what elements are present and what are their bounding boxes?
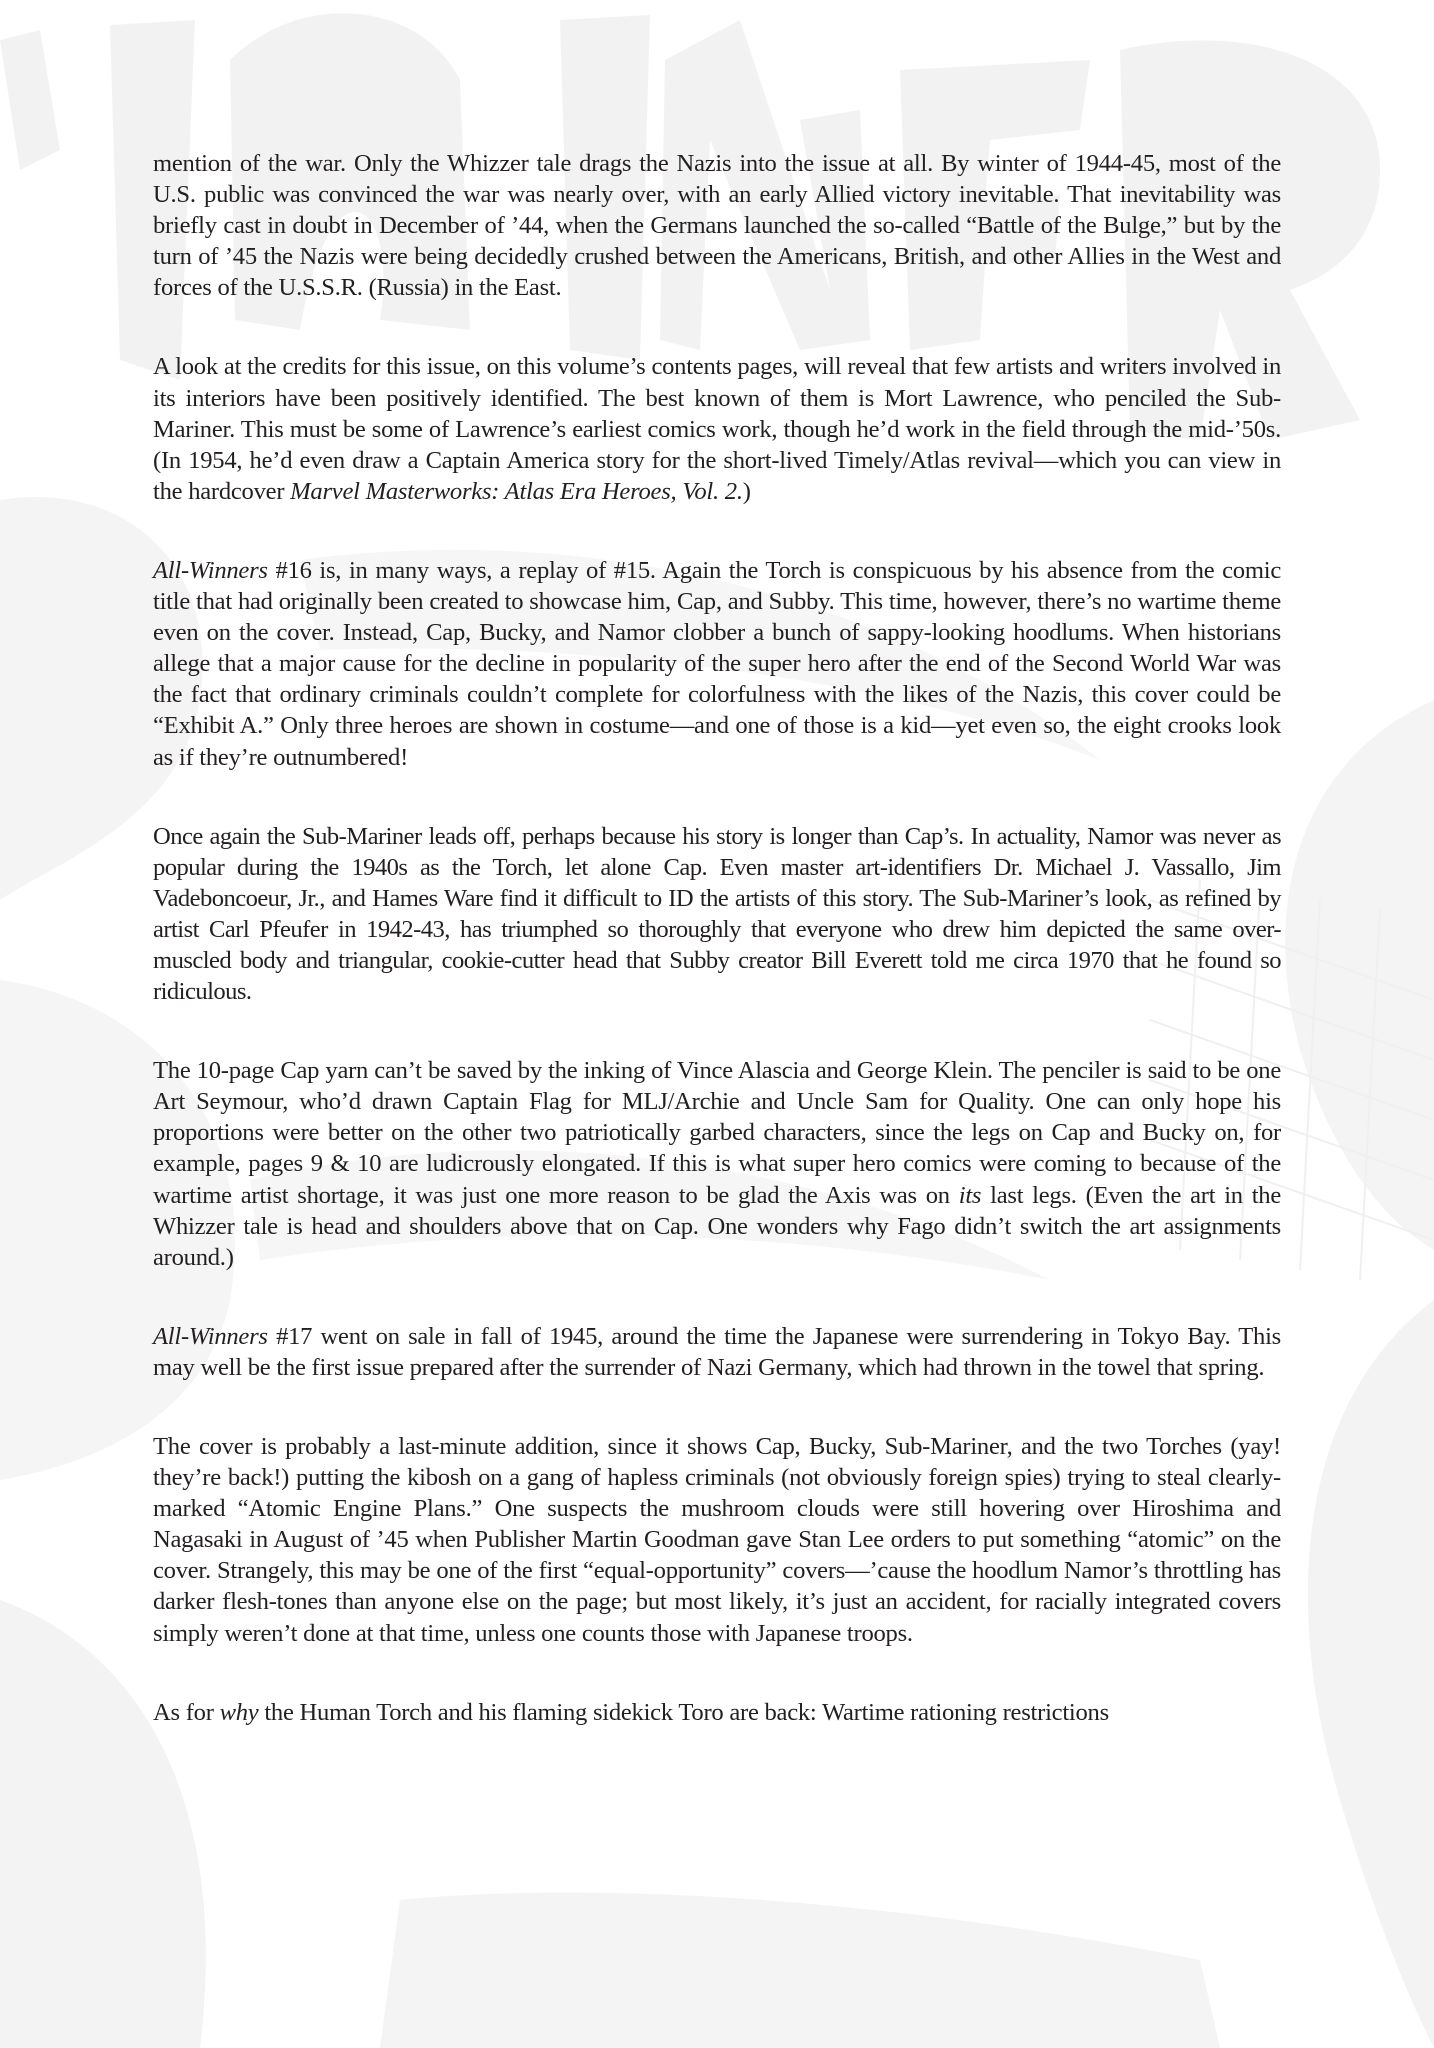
paragraph — [153, 351, 1281, 506]
paragraph-text: last legs. (Even the art in the Whizzer tale is head and shoulders above that on Cap. One wonders why Fago didn’t switch the art assignments around.) — [153, 1181, 1281, 1271]
paragraph-text: The 10-page Cap yarn can’t be saved by the inking of Vince Alascia and George Klein. The penciler is said to be one Art Seymour, who’d drawn Captain Flag for MLJ/Archie and Uncle Sam for Quality. One can only hope his proportions were better on the other two patriotically garbed characters, since the legs on Cap and Bucky on, for example, pages 9 & 10 are ludicrously elongated. If this is what super hero comics were coming to because of the wartime artist shortage, it was just one more reason to be glad the Axis was on — [153, 1057, 1281, 1209]
paragraph — [153, 1055, 1281, 1273]
paragraph — [153, 1431, 1281, 1649]
paragraph-text: #16 is, in many ways, a replay of #15. Again the Torch is conspicuous by his absence from the comic title that had originally been created to showcase him, Cap, and Subby. This time, however, there’s no wartime theme even on the cover. Instead, Cap, Bucky, and Namor clobber a bunch of sappy-looking hoodlums. When historians allege that a major cause for the decline in popularity of the super hero after the end of the Second World War was the fact that ordinary criminals couldn’t complete for colorfulness with the likes of the Nazis, this cover could be “Exhibit A.” Only three heroes are shown in costume—and one of those is a kid—yet even so, the eight crooks look as if they’re outnumbered! — [153, 556, 1281, 771]
paragraph-text: #17 went on sale in fall of 1945, around the time the Japanese were surrendering in Tokyo Bay. This may well be the first issue prepared after the surrender of Nazi Germany, which had thrown in the towel that spring. — [153, 1322, 1281, 1381]
paragraph-text: mention of the war. Only the Whizzer tale drags the Nazis into the issue at all. By winter of 1944-45, most of the U.S. public was convinced the war was nearly over, with an early Allied victory inevitable. That inevitability was briefly cast in doubt in December of ’44, when the Germans launched the so-called “Battle of the Bulge,” but by the turn of ’45 the Nazis were being decidedly crushed between the Americans, British, and other Allies in the West and forces of the U.S.S.R. (Russia) in the East. — [153, 150, 1281, 302]
watermark-logo-letter — [0, 30, 60, 170]
comic-title: All-Winners — [153, 556, 268, 584]
paragraph — [153, 1697, 1281, 1728]
emphasis: why — [219, 1698, 259, 1726]
comic-title: All-Winners — [153, 1322, 268, 1350]
paragraph — [153, 148, 1281, 303]
paragraph-text: As for — [153, 1698, 220, 1726]
watermark-swirl — [1308, 1300, 1434, 2048]
paragraph — [153, 821, 1281, 1008]
paragraph-text: A look at the credits for this issue, on this volume’s contents pages, will reveal that few artists and writers involved in its interiors have been positively identified. The best known of them is Mort Lawrence, who penciled the Sub-Mariner. This must be some of Lawrence’s earliest comics work, though he’d work in the field through the mid-’50s. (In 1954, he’d even draw a Captain America story for the short-lived Timely/Atlas revival—which you can view in the hardcover — [153, 353, 1281, 505]
watermark-swirl — [1285, 700, 1434, 1250]
article-body — [153, 148, 1281, 1776]
watermark-swirl — [380, 1893, 1220, 2048]
book-title: Marvel Masterworks: Atlas Era Heroes, Vol. 2. — [290, 477, 743, 505]
paragraph — [153, 1321, 1281, 1383]
paragraph-text: Once again the Sub-Mariner leads off, perhaps because his story is longer than Cap’s. In actuality, Namor was never as popular during the 1940s as the Torch, let alone Cap. Even master art-identifiers Dr. Michael J. Vassallo, Jim Vadeboncoeur, Jr., and Hames Ware find it difficult to ID the artists of this story. The Sub-Mariner’s look, as refined by artist Carl Pfeufer in 1942-43, has triumphed so thoroughly that everyone who drew him depicted the same over-muscled body and triangular, cookie-cutter head that Subby creator Bill Everett told me circa 1970 that he found so ridiculous. — [153, 822, 1281, 1006]
paragraph-text: The cover is probably a last-minute addition, since it shows Cap, Bucky, Sub-Mariner, and the two Torches (yay! they’re back!) putting the kibosh on a gang of hapless criminals (not obviously foreign spies) trying to steal clearly-marked “Atomic Engine Plans.” One suspects the mushroom clouds were still hovering over Hiroshima and Nagasaki in August of ’45 when Publisher Martin Goodman gave Stan Lee orders to put something “atomic” on the cover. Strangely, this may be one of the first “equal-opportunity” covers—’cause the hoodlum Namor’s throttling has darker flesh-tones than anyone else on the page; but most likely, it’s just an accident, for racially integrated covers simply weren’t done at that time, unless one counts those with Japanese troops. — [153, 1433, 1281, 1647]
paragraph-text: ) — [742, 477, 751, 505]
paragraph — [153, 555, 1281, 773]
paragraph-text: the Human Torch and his flaming sidekick Toro are back: Wartime rationing restrictions — [258, 1698, 1109, 1726]
emphasis: its — [958, 1181, 982, 1209]
